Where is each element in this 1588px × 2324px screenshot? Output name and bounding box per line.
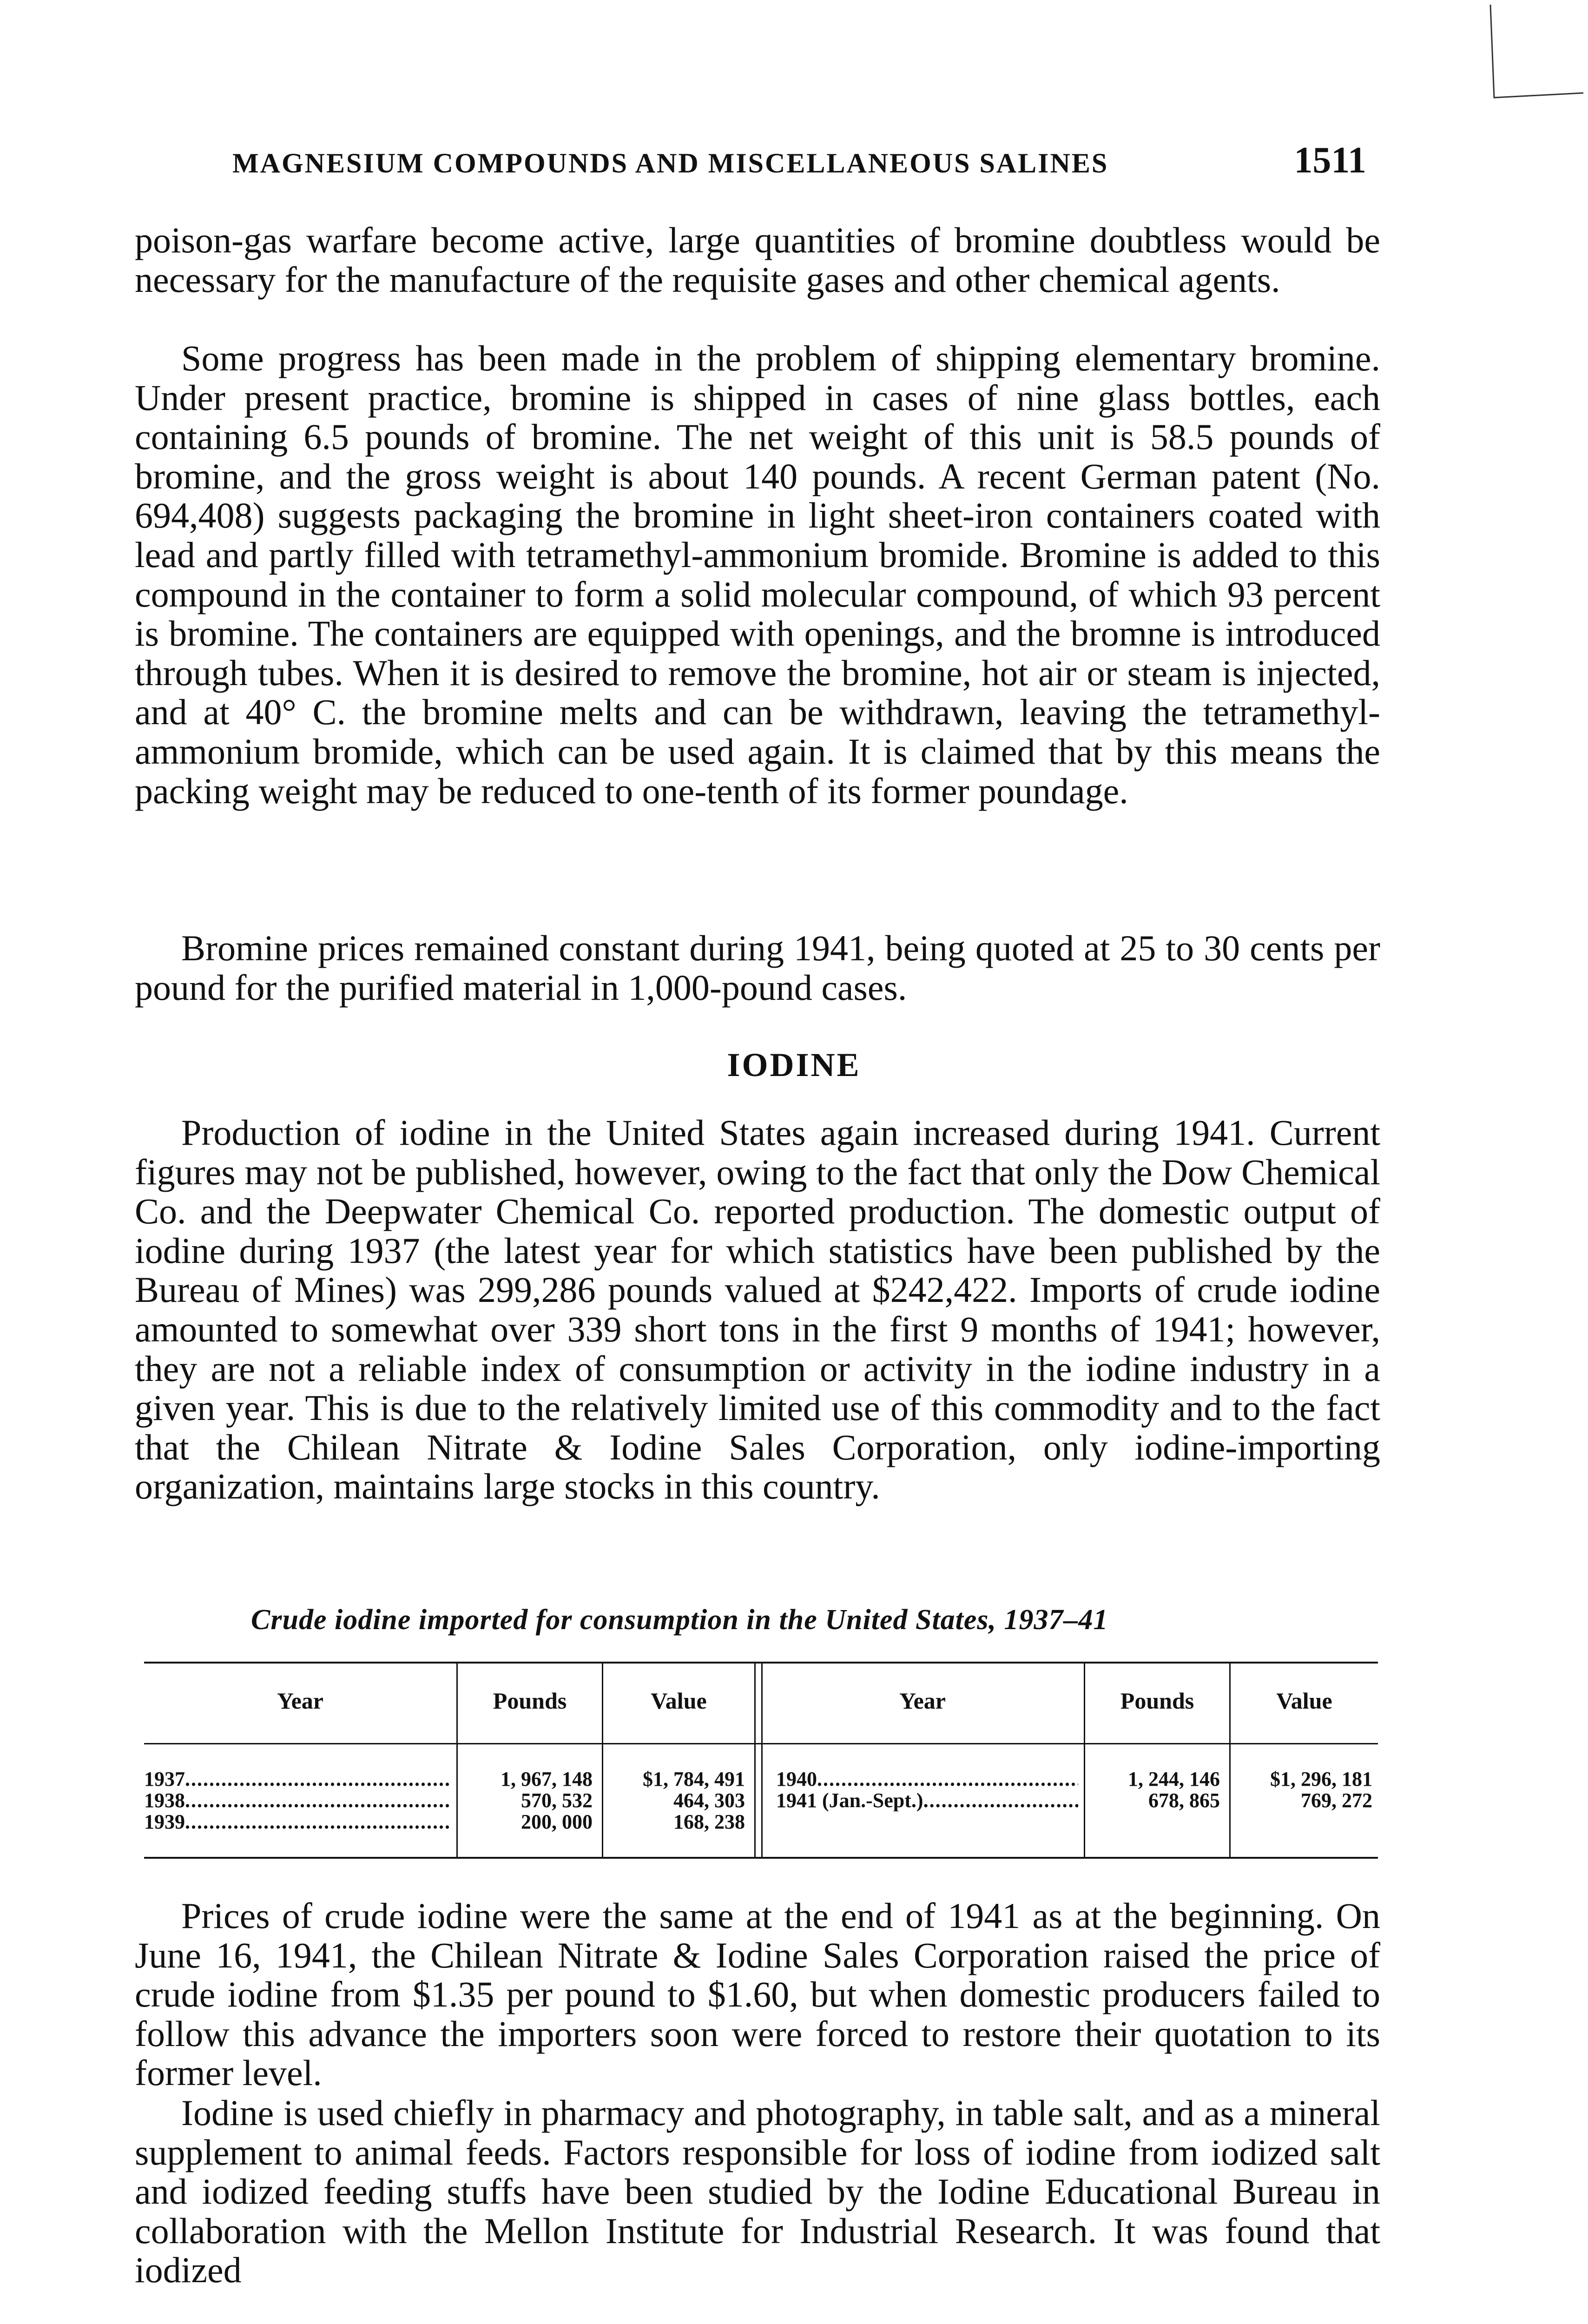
- table-cell-year: 1939 .....: [144, 1811, 451, 1833]
- table-caption: Crude iodine imported for consumption in the United States, 1937–41: [251, 1604, 1108, 1636]
- page-corner-mark: [1486, 0, 1588, 107]
- table-cell-pounds: 1, 244, 146: [1128, 1768, 1220, 1790]
- table-cell-value: 464, 303: [673, 1789, 745, 1812]
- table-cell-value: 769, 272: [1301, 1789, 1372, 1812]
- table-cell-value: 168, 238: [673, 1810, 745, 1833]
- running-head: MAGNESIUM COMPOUNDS AND MISCELLANEOUS SALINES: [232, 148, 1109, 178]
- table-cell-pounds: 570, 532: [521, 1789, 593, 1812]
- table-cell-year: 1941 (Jan.-Sept.) .....: [776, 1790, 1078, 1811]
- page-header: [232, 139, 1366, 182]
- bromine-shipping-paragraph: Some progress has been made in the problem of shipping elementary bromine. Under present practice, bromine is shipped in cases of nine glass bottles, each containing 6.5 pounds of bromine. The net weight of this unit is 58.5 pounds of bromine, and the gross weight is about 140 pounds. A recent German patent (No. 694,408) suggests packaging the bromine in light sheet-iron containers coated with lead and partly filled with tetramethyl-ammonium bromide. Bromine is added to this compound in the container to form a solid molecular compound, of which 93 percent is bromine. The containers are equipped with openings, and the bromne is introduced through tubes. When it is desired to remove the bromine, hot air or steam is injected, and at 40° C. the bromine melts and can be withdrawn, leaving the tetramethyl-ammonium bromide, which can be used again. It is claimed that by this means the packing weight may be reduced to one-tenth of its former poundage.: [135, 338, 1380, 811]
- table-cell-value: $1, 784, 491: [643, 1768, 745, 1790]
- column-header-value-left: Value: [651, 1688, 707, 1714]
- bromine-prices-paragraph: Bromine prices remained constant during 1941, being quoted at 25 to 30 cents per pound for the purified material in 1,000-pound cases.: [135, 928, 1380, 1008]
- table-cell-pounds: 1, 967, 148: [501, 1768, 593, 1790]
- iodine-production-paragraph: Production of iodine in the United States again increased during 1941. Current figures may not be published, however, owing to the fact that only the Dow Chemical Co. and the Deepwater Chemical Co. reported production. The domestic output of iodine during 1937 (the latest year for which statistics have been published by the Bureau of Mines) was 299,286 pounds valued at $242,422. Imports of crude iodine amounted to somewhat over 339 short tons in the first 9 months of 1941; however, they are not a reliable index of consumption or activity in the iodine industry in a given year. This is due to the relatively limited use of this commodity and to the fact that the Chilean Nitrate & Iodine Sales Corporation, only iodine-importing organization, maintains large stocks in this country.: [135, 1112, 1380, 1507]
- column-header-year-right: Year: [899, 1688, 946, 1714]
- section-heading-iodine: IODINE: [727, 1046, 861, 1083]
- column-header-year-left: Year: [277, 1688, 323, 1714]
- iodine-imports-table: [144, 1662, 1378, 1862]
- column-header-value-right: Value: [1276, 1688, 1332, 1714]
- iodine-prices-paragraph: Prices of crude iodine were the same at the end of 1941 as at the beginning. On June 16, 1941, the Chilean Nitrate & Iodine Sales Corporation raised the price of crude iodine from $1.35 per pound to $1.60, but when domestic producers failed to follow this advance the importers soon were forced to restore their quotation to its former level.: [135, 1895, 1380, 2093]
- page-number: 1511: [1294, 140, 1366, 181]
- iodine-uses-paragraph: Iodine is used chiefly in pharmacy and photography, in table salt, and as a mineral supplement to animal feeds. Factors responsible for loss of iodine from iodized salt and iodized feeding stuffs have been studied by the Iodine Educational Bureau in collaboration with the Mellon Institute for Industrial Research. It was found that iodized: [135, 2093, 1380, 2291]
- column-header-pounds-right: Pounds: [1120, 1688, 1194, 1714]
- column-header-pounds-left: Pounds: [493, 1688, 567, 1714]
- table-cell-pounds: 678, 865: [1148, 1789, 1220, 1812]
- table-cell-year: 1937 .....: [144, 1769, 451, 1790]
- table-cell-value: $1, 296, 181: [1270, 1768, 1372, 1790]
- table-cell-year: 1938 .....: [144, 1790, 451, 1811]
- bromine-paragraph-continued: poison-gas warfare become active, large quantities of bromine doubtless would be necessary for the manufacture of the requisite gases and other chemical agents.: [135, 220, 1380, 300]
- table-cell-pounds: 200, 000: [521, 1810, 593, 1833]
- table-cell-year: 1940 .....: [776, 1769, 1078, 1790]
